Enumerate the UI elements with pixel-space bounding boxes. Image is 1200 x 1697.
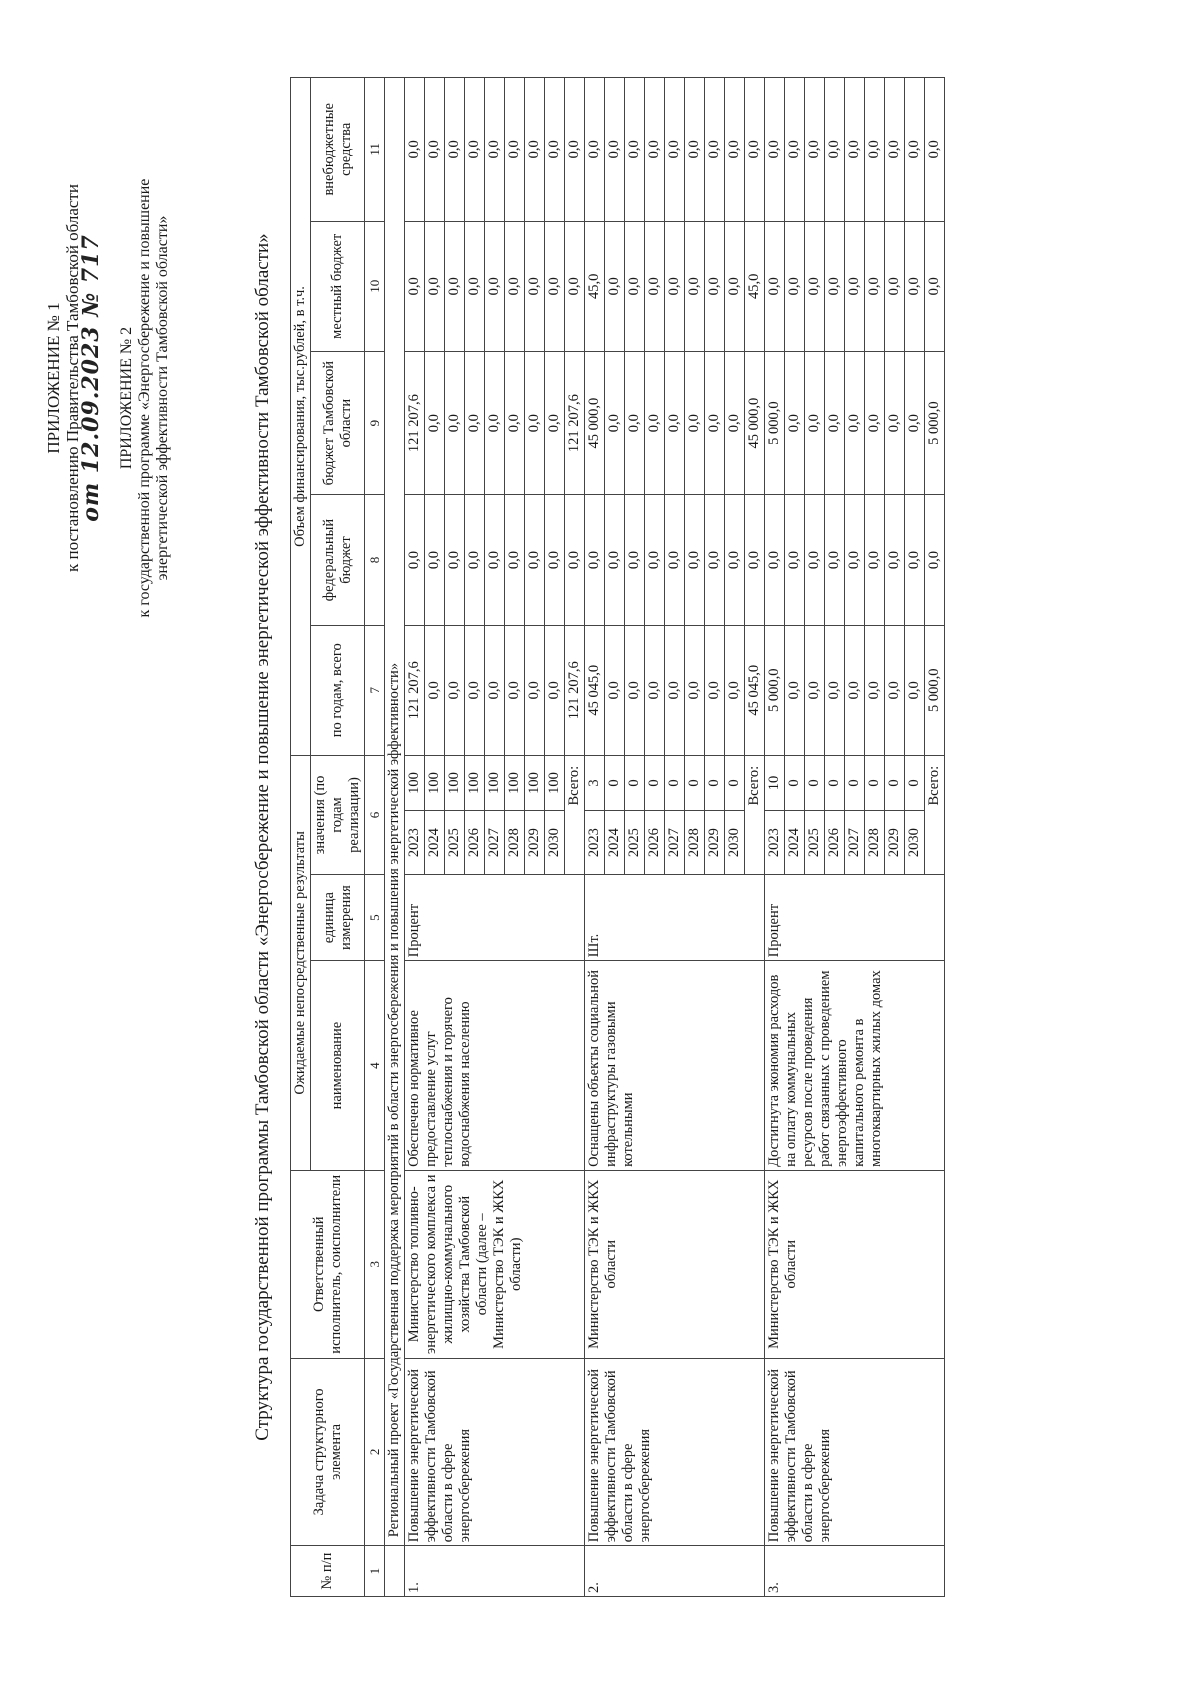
total-cell: 0,0: [705, 625, 725, 755]
year-cell: 2028: [685, 811, 705, 875]
local-cell: 0,0: [505, 221, 525, 351]
local-cell: 0,0: [425, 221, 445, 351]
col-number: 4: [365, 961, 385, 1171]
federal-cell: 0,0: [665, 495, 685, 625]
total-label: Всего:: [925, 755, 945, 874]
extrabudget-cell: 0,0: [605, 78, 625, 222]
table-row: [765, 78, 785, 1597]
header-expected-results: Ожидаемые непосредственные результаты: [291, 755, 311, 1170]
table-row: [405, 78, 425, 1597]
total-regional: 5 000,0: [925, 351, 945, 495]
regional-cell: 0,0: [725, 351, 745, 495]
row-result: Достигнута экономия расходов на оплату коммунальных ресурсов после проведения работ связанных с проведением энергоэффективного капитального ремонта в многоквартирных жилых домах: [765, 961, 945, 1171]
section-row: [385, 78, 405, 1597]
extrabudget-cell: 0,0: [785, 78, 805, 222]
year-cell: 2023: [585, 811, 605, 875]
local-cell: 0,0: [605, 221, 625, 351]
regional-cell: 0,0: [805, 351, 825, 495]
year-cell: 2030: [545, 811, 565, 875]
extrabudget-cell: 0,0: [705, 78, 725, 222]
total-sum: 5 000,0: [925, 625, 945, 755]
local-cell: 0,0: [805, 221, 825, 351]
total-cell: 0,0: [425, 625, 445, 755]
value-cell: 0: [705, 755, 725, 810]
appendix-1-header: [44, 118, 104, 638]
col-number: 5: [365, 875, 385, 961]
value-cell: 0: [685, 755, 705, 810]
year-cell: 2025: [805, 811, 825, 875]
header-number: № п/п: [291, 1546, 365, 1597]
local-cell: 0,0: [785, 221, 805, 351]
value-cell: 3: [585, 755, 605, 810]
federal-cell: 0,0: [485, 495, 505, 625]
row-result: Оснащены объекты социальной инфраструктуры газовыми котельными: [585, 961, 765, 1171]
total-cell: 0,0: [825, 625, 845, 755]
row-number: 1.: [405, 1546, 585, 1597]
total-label: Всего:: [745, 755, 765, 874]
year-cell: 2027: [665, 811, 685, 875]
federal-cell: 0,0: [585, 495, 605, 625]
local-cell: 0,0: [825, 221, 845, 351]
col-number: 2: [365, 1358, 385, 1546]
federal-cell: 0,0: [805, 495, 825, 625]
extrabudget-cell: 0,0: [645, 78, 665, 222]
extrabudget-cell: 0,0: [885, 78, 905, 222]
value-cell: 0: [625, 755, 645, 810]
local-cell: 0,0: [545, 221, 565, 351]
total-cell: 0,0: [545, 625, 565, 755]
header-executor: Ответственный исполнитель, соисполнители: [291, 1170, 365, 1358]
local-cell: 0,0: [865, 221, 885, 351]
federal-cell: 0,0: [465, 495, 485, 625]
regional-cell: 0,0: [705, 351, 725, 495]
total-label: Всего:: [565, 755, 585, 874]
value-cell: 0: [845, 755, 865, 810]
value-cell: 0: [645, 755, 665, 810]
header-federal: федеральный бюджет: [311, 495, 365, 625]
year-cell: 2028: [505, 811, 525, 875]
local-cell: 0,0: [645, 221, 665, 351]
extrabudget-cell: 0,0: [425, 78, 445, 222]
year-cell: 2029: [885, 811, 905, 875]
value-cell: 100: [485, 755, 505, 810]
total-cell: 0,0: [685, 625, 705, 755]
value-cell: 100: [405, 755, 425, 810]
total-cell: 121 207,6: [405, 625, 425, 755]
extrabudget-cell: 0,0: [805, 78, 825, 222]
federal-cell: 0,0: [785, 495, 805, 625]
total-federal: 0,0: [925, 495, 945, 625]
extrabudget-cell: 0,0: [765, 78, 785, 222]
regional-cell: 0,0: [465, 351, 485, 495]
value-cell: 0: [905, 755, 925, 810]
header-unit: единица измерения: [311, 875, 365, 961]
year-cell: 2024: [785, 811, 805, 875]
value-cell: 10: [765, 755, 785, 810]
value-cell: 0: [665, 755, 685, 810]
total-cell: 0,0: [845, 625, 865, 755]
federal-cell: 0,0: [505, 495, 525, 625]
value-cell: 100: [525, 755, 545, 810]
col-number: 9: [365, 351, 385, 495]
regional-cell: 0,0: [525, 351, 545, 495]
total-cell: 0,0: [885, 625, 905, 755]
regional-cell: 0,0: [665, 351, 685, 495]
value-cell: 0: [805, 755, 825, 810]
year-cell: 2030: [725, 811, 745, 875]
total-cell: 0,0: [905, 625, 925, 755]
total-cell: 0,0: [785, 625, 805, 755]
appendix-2-line-2: к государственной программе «Энергосбережение и повышение: [136, 178, 153, 618]
regional-cell: 0,0: [865, 351, 885, 495]
total-cell: 0,0: [465, 625, 485, 755]
federal-cell: 0,0: [705, 495, 725, 625]
year-cell: 2024: [425, 811, 445, 875]
regional-cell: 0,0: [905, 351, 925, 495]
row-number: 2.: [585, 1546, 765, 1597]
local-cell: 0,0: [845, 221, 865, 351]
appendix-2-title: ПРИЛОЖЕНИЕ № 2: [118, 326, 135, 470]
value-cell: 100: [505, 755, 525, 810]
col-number: 7: [365, 625, 385, 755]
total-federal: 0,0: [745, 495, 765, 625]
extrabudget-cell: 0,0: [505, 78, 525, 222]
year-cell: 2024: [605, 811, 625, 875]
appendix-1-subtitle: к постановлению Правительства Тамбовской области: [63, 183, 82, 573]
total-cell: 0,0: [805, 625, 825, 755]
year-cell: 2026: [645, 811, 665, 875]
regional-cell: 0,0: [605, 351, 625, 495]
header-regional: бюджет Тамбовской области: [311, 351, 365, 495]
value-cell: 0: [865, 755, 885, 810]
total-regional: 45 000,0: [745, 351, 765, 495]
extrabudget-cell: 0,0: [725, 78, 745, 222]
federal-cell: 0,0: [645, 495, 665, 625]
total-cell: 0,0: [625, 625, 645, 755]
year-cell: 2028: [865, 811, 885, 875]
federal-cell: 0,0: [765, 495, 785, 625]
col-number: 11: [365, 78, 385, 222]
column-number-row: [365, 78, 385, 1597]
document-title: Структура государственной программы Тамбовской области «Энергосбережение и повышение энергетической эффективности Тамбовской области»: [252, 233, 273, 1441]
col-number: 6: [365, 755, 385, 874]
regional-cell: 45 000,0: [585, 351, 605, 495]
year-cell: 2026: [825, 811, 845, 875]
col-number: 8: [365, 495, 385, 625]
year-cell: 2025: [625, 811, 645, 875]
section-title: Региональный проект «Государственная поддержка мероприятий в области энергосбережения и повышения энергетической эффективности»: [385, 78, 405, 1546]
col-number: 3: [365, 1170, 385, 1358]
year-cell: 2030: [905, 811, 925, 875]
appendix-2-header: [118, 118, 172, 678]
extrabudget-cell: 0,0: [905, 78, 925, 222]
regional-cell: 121 207,6: [405, 351, 425, 495]
regional-cell: 0,0: [785, 351, 805, 495]
row-unit: Процент: [765, 875, 945, 961]
local-cell: 0,0: [885, 221, 905, 351]
regional-cell: 0,0: [885, 351, 905, 495]
federal-cell: 0,0: [405, 495, 425, 625]
row-executor: Министерство ТЭК и ЖКХ области: [765, 1170, 945, 1358]
row-task: Повышение энергетической эффективности Тамбовской области в сфере энергосбережения: [405, 1358, 585, 1546]
total-cell: 0,0: [605, 625, 625, 755]
total-cell: 0,0: [525, 625, 545, 755]
year-cell: 2027: [845, 811, 865, 875]
extrabudget-cell: 0,0: [545, 78, 565, 222]
header-total: по годам, всего: [311, 625, 365, 755]
header-result-name: наименование: [311, 961, 365, 1171]
value-cell: 0: [885, 755, 905, 810]
extrabudget-cell: 0,0: [465, 78, 485, 222]
total-extrabudget: 0,0: [565, 78, 585, 222]
local-cell: 0,0: [905, 221, 925, 351]
total-cell: 0,0: [505, 625, 525, 755]
extrabudget-cell: 0,0: [585, 78, 605, 222]
total-cell: 0,0: [865, 625, 885, 755]
local-cell: 45,0: [585, 221, 605, 351]
total-cell: 0,0: [645, 625, 665, 755]
local-cell: 0,0: [725, 221, 745, 351]
extrabudget-cell: 0,0: [865, 78, 885, 222]
regional-cell: 0,0: [625, 351, 645, 495]
year-cell: 2026: [465, 811, 485, 875]
local-cell: 0,0: [705, 221, 725, 351]
regional-cell: 0,0: [485, 351, 505, 495]
regional-cell: 0,0: [845, 351, 865, 495]
header-local: местный бюджет: [311, 221, 365, 351]
value-cell: 100: [545, 755, 565, 810]
header-task: Задача структурного элемента: [291, 1358, 365, 1546]
extrabudget-cell: 0,0: [625, 78, 645, 222]
year-cell: 2023: [405, 811, 425, 875]
year-cell: 2027: [485, 811, 505, 875]
value-cell: 100: [425, 755, 445, 810]
local-cell: 0,0: [525, 221, 545, 351]
row-executor: Министерство топливно-энергетического комплекса и жилищно-коммунального хозяйства Тамбовской области (далее – Министерство ТЭК и ЖКХ области): [405, 1170, 585, 1358]
row-task: Повышение энергетической эффективности Тамбовской области в сфере энергосбережения: [765, 1358, 945, 1546]
row-result: Обеспечено нормативное предоставление услуг теплоснабжения и горячего водоснабжения населению: [405, 961, 585, 1171]
total-cell: 0,0: [445, 625, 465, 755]
local-cell: 0,0: [405, 221, 425, 351]
total-sum: 45 045,0: [745, 625, 765, 755]
federal-cell: 0,0: [545, 495, 565, 625]
total-extrabudget: 0,0: [925, 78, 945, 222]
row-unit: Шт.: [585, 875, 765, 961]
col-number: 10: [365, 221, 385, 351]
total-cell: 5 000,0: [765, 625, 785, 755]
total-sum: 121 207,6: [565, 625, 585, 755]
program-structure-table: [290, 77, 945, 1597]
table-row: [585, 78, 605, 1597]
row-executor: Министерство ТЭК и ЖКХ области: [585, 1170, 765, 1358]
local-cell: 0,0: [465, 221, 485, 351]
total-cell: 45 045,0: [585, 625, 605, 755]
regional-cell: 0,0: [825, 351, 845, 495]
local-cell: 0,0: [765, 221, 785, 351]
row-task: Повышение энергетической эффективности Тамбовской области в сфере энергосбережения: [585, 1358, 765, 1546]
federal-cell: 0,0: [625, 495, 645, 625]
federal-cell: 0,0: [905, 495, 925, 625]
federal-cell: 0,0: [685, 495, 705, 625]
regional-cell: 0,0: [505, 351, 525, 495]
value-cell: 0: [725, 755, 745, 810]
regional-cell: 0,0: [645, 351, 665, 495]
federal-cell: 0,0: [725, 495, 745, 625]
total-local: 0,0: [925, 221, 945, 351]
total-cell: 0,0: [725, 625, 745, 755]
federal-cell: 0,0: [845, 495, 865, 625]
regional-cell: 0,0: [425, 351, 445, 495]
appendix-2-line-3: энергетической эффективности Тамбовской области»: [154, 215, 171, 581]
federal-cell: 0,0: [865, 495, 885, 625]
year-cell: 2029: [705, 811, 725, 875]
local-cell: 0,0: [485, 221, 505, 351]
federal-cell: 0,0: [525, 495, 545, 625]
row-unit: Процент: [405, 875, 585, 961]
federal-cell: 0,0: [885, 495, 905, 625]
extrabudget-cell: 0,0: [525, 78, 545, 222]
federal-cell: 0,0: [425, 495, 445, 625]
regional-cell: 0,0: [685, 351, 705, 495]
total-extrabudget: 0,0: [745, 78, 765, 222]
federal-cell: 0,0: [445, 495, 465, 625]
federal-cell: 0,0: [605, 495, 625, 625]
value-cell: 0: [605, 755, 625, 810]
local-cell: 0,0: [625, 221, 645, 351]
extrabudget-cell: 0,0: [845, 78, 865, 222]
local-cell: 0,0: [665, 221, 685, 351]
extrabudget-cell: 0,0: [685, 78, 705, 222]
value-cell: 100: [465, 755, 485, 810]
header-values: значения (по годам реализации): [311, 755, 365, 874]
total-regional: 121 207,6: [565, 351, 585, 495]
col-number: 1: [365, 1546, 385, 1597]
total-local: 0,0: [565, 221, 585, 351]
extrabudget-cell: 0,0: [445, 78, 465, 222]
row-number: 3.: [765, 1546, 945, 1597]
total-federal: 0,0: [565, 495, 585, 625]
handwritten-date-number: от 12.09.2023 № 717: [78, 234, 104, 522]
total-cell: 0,0: [485, 625, 505, 755]
extrabudget-cell: 0,0: [405, 78, 425, 222]
value-cell: 0: [825, 755, 845, 810]
total-cell: 0,0: [665, 625, 685, 755]
regional-cell: 0,0: [545, 351, 565, 495]
header-extrabudget: внебюджетные средства: [311, 78, 365, 222]
extrabudget-cell: 0,0: [665, 78, 685, 222]
year-cell: 2025: [445, 811, 465, 875]
regional-cell: 0,0: [445, 351, 465, 495]
regional-cell: 5 000,0: [765, 351, 785, 495]
year-cell: 2029: [525, 811, 545, 875]
year-cell: 2023: [765, 811, 785, 875]
value-cell: 0: [785, 755, 805, 810]
appendix-1-title: ПРИЛОЖЕНИЕ № 1: [44, 302, 63, 454]
value-cell: 100: [445, 755, 465, 810]
federal-cell: 0,0: [825, 495, 845, 625]
total-local: 45,0: [745, 221, 765, 351]
local-cell: 0,0: [685, 221, 705, 351]
extrabudget-cell: 0,0: [485, 78, 505, 222]
local-cell: 0,0: [445, 221, 465, 351]
header-financing: Объем финансирования, тыс.рублей, в т.ч.: [291, 78, 311, 756]
extrabudget-cell: 0,0: [825, 78, 845, 222]
